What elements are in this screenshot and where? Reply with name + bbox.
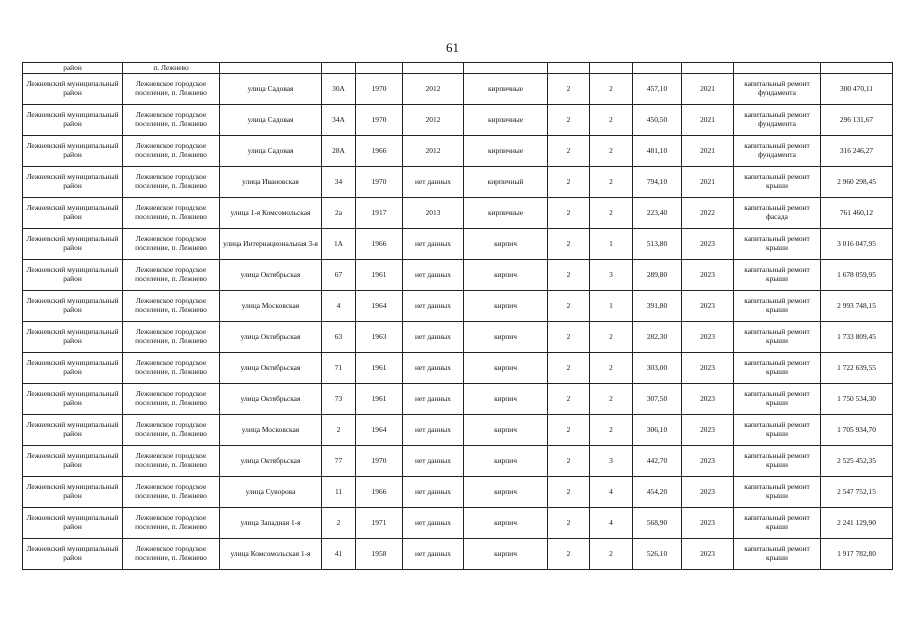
cell-cost: 1 678 059,95 [821,260,893,291]
cell-settlement: Лежневское городское поселение, п. Лежнево [123,260,220,291]
cell-settlement: Лежневское городское поселение, п. Лежнево [123,74,220,105]
cell-cost: 296 131,67 [821,105,893,136]
cell-house: 4 [322,291,356,322]
cell-plan-year: 2022 [682,198,734,229]
cell-entrances: 2 [590,74,633,105]
cell-settlement: Лежневское городское поселение, п. Лежнево [123,167,220,198]
table-row [23,353,893,384]
cell-cost: 2 525 452,35 [821,446,893,477]
table-row [23,291,893,322]
cell-last-repair: 2012 [403,136,464,167]
cell-plan-year: 2021 [682,105,734,136]
cell-entrances: 1 [590,229,633,260]
cell-wall-material: кирпич [464,446,548,477]
cell-work-type: капитальный ремонт крыши [734,446,821,477]
cell-area: 526,10 [633,539,682,570]
table-row [23,477,893,508]
cell-last-repair: 2013 [403,198,464,229]
cell-settlement: п. Лежнево [123,63,220,74]
cell-cost: 1 705 934,70 [821,415,893,446]
cell-year-built: 1958 [356,539,403,570]
cell-floors: 2 [548,477,590,508]
cell-house: 28А [322,136,356,167]
cell-entrances: 2 [590,353,633,384]
cell-work-type: капитальный ремонт фундамента [734,136,821,167]
cell-house: 63 [322,322,356,353]
cell-year-built: 1964 [356,291,403,322]
cell-work-type: капитальный ремонт крыши [734,477,821,508]
cell-empty [220,63,322,74]
cell-street: улица Московская [220,291,322,322]
table-row [23,105,893,136]
cell-area: 481,10 [633,136,682,167]
cell-wall-material: кирпич [464,508,548,539]
cell-district: Лежневский муниципальный район [23,167,123,198]
cell-wall-material: кирпич [464,260,548,291]
cell-street: улица Садовая [220,136,322,167]
cell-empty [464,63,548,74]
cell-house: 71 [322,353,356,384]
cell-year-built: 1971 [356,508,403,539]
cell-house: 2 [322,508,356,539]
cell-cost: 3 016 047,95 [821,229,893,260]
cell-settlement: Лежневское городское поселение, п. Лежнево [123,508,220,539]
cell-entrances: 2 [590,105,633,136]
table-row [23,508,893,539]
cell-plan-year: 2021 [682,167,734,198]
cell-area: 442,70 [633,446,682,477]
cell-plan-year: 2023 [682,291,734,322]
cell-street: улица Ивановская [220,167,322,198]
table-row [23,322,893,353]
cell-cost: 316 246,27 [821,136,893,167]
cell-plan-year: 2023 [682,353,734,384]
cell-street: улица Комсомольская 1-я [220,539,322,570]
cell-work-type: капитальный ремонт крыши [734,322,821,353]
cell-area: 282,30 [633,322,682,353]
cell-house: 2а [322,198,356,229]
cell-floors: 2 [548,322,590,353]
cell-plan-year: 2023 [682,446,734,477]
cell-settlement: Лежневское городское поселение, п. Лежнево [123,446,220,477]
cell-house: 11 [322,477,356,508]
cell-cost: 1 722 639,55 [821,353,893,384]
cell-wall-material: кирпич [464,291,548,322]
cell-district: Лежневский муниципальный район [23,229,123,260]
table-body [23,63,893,570]
cell-plan-year: 2023 [682,322,734,353]
cell-floors: 2 [548,508,590,539]
cell-wall-material: кирпичные [464,74,548,105]
cell-last-repair: нет данных [403,167,464,198]
cell-street: улица 1-я Комсомольская [220,198,322,229]
cell-cost: 761 460,12 [821,198,893,229]
cell-district: Лежневский муниципальный район [23,508,123,539]
cell-work-type: капитальный ремонт фундамента [734,74,821,105]
cell-street: улица Октябрьская [220,260,322,291]
cell-floors: 2 [548,291,590,322]
cell-plan-year: 2023 [682,415,734,446]
cell-floors: 2 [548,415,590,446]
cell-house: 34А [322,105,356,136]
cell-cost: 1 917 782,80 [821,539,893,570]
cell-plan-year: 2021 [682,74,734,105]
cell-last-repair: нет данных [403,415,464,446]
cell-cost: 1 750 534,30 [821,384,893,415]
cell-entrances: 2 [590,384,633,415]
cell-area: 568,90 [633,508,682,539]
cell-year-built: 1966 [356,136,403,167]
cell-year-built: 1961 [356,384,403,415]
cell-area: 450,50 [633,105,682,136]
cell-area: 307,50 [633,384,682,415]
cell-area: 391,80 [633,291,682,322]
cell-settlement: Лежневское городское поселение, п. Лежнево [123,539,220,570]
cell-last-repair: нет данных [403,291,464,322]
table-row [23,415,893,446]
cell-year-built: 1970 [356,74,403,105]
cell-work-type: капитальный ремонт крыши [734,539,821,570]
cell-last-repair: нет данных [403,508,464,539]
cell-wall-material: кирпич [464,353,548,384]
cell-settlement: Лежневское городское поселение, п. Лежнево [123,384,220,415]
cell-entrances: 2 [590,322,633,353]
cell-empty [548,63,590,74]
cell-district: Лежневский муниципальный район [23,291,123,322]
cell-plan-year: 2023 [682,384,734,415]
cell-year-built: 1963 [356,322,403,353]
cell-settlement: Лежневское городское поселение, п. Лежнево [123,291,220,322]
cell-settlement: Лежневское городское поселение, п. Лежнево [123,322,220,353]
cell-year-built: 1961 [356,260,403,291]
cell-work-type: капитальный ремонт крыши [734,229,821,260]
cell-last-repair: нет данных [403,477,464,508]
cell-empty [590,63,633,74]
cell-settlement: Лежневское городское поселение, п. Лежнево [123,136,220,167]
cell-district: Лежневский муниципальный район [23,446,123,477]
cell-entrances: 4 [590,508,633,539]
cell-house: 73 [322,384,356,415]
cell-entrances: 4 [590,477,633,508]
cell-empty [403,63,464,74]
cell-wall-material: кирпич [464,229,548,260]
cell-entrances: 3 [590,446,633,477]
cell-last-repair: нет данных [403,446,464,477]
cell-wall-material: кирпич [464,415,548,446]
cell-empty [734,63,821,74]
cell-district: Лежневский муниципальный район [23,384,123,415]
cell-street: улица Октябрьская [220,322,322,353]
cell-floors: 2 [548,198,590,229]
cell-plan-year: 2023 [682,539,734,570]
cell-wall-material: кирпич [464,539,548,570]
cell-year-built: 1964 [356,415,403,446]
cell-year-built: 1966 [356,477,403,508]
table-row [23,539,893,570]
cell-empty [682,63,734,74]
cell-area: 794,10 [633,167,682,198]
cell-house: 77 [322,446,356,477]
cell-wall-material: кирпич [464,477,548,508]
cell-area: 513,80 [633,229,682,260]
cell-floors: 2 [548,539,590,570]
cell-district: Лежневский муниципальный район [23,539,123,570]
table-row [23,167,893,198]
cell-plan-year: 2023 [682,508,734,539]
cell-floors: 2 [548,229,590,260]
cell-entrances: 2 [590,167,633,198]
cell-plan-year: 2021 [682,136,734,167]
cell-empty [633,63,682,74]
cell-floors: 2 [548,260,590,291]
cell-district: Лежневский муниципальный район [23,322,123,353]
cell-last-repair: нет данных [403,384,464,415]
cell-year-built: 1966 [356,229,403,260]
cell-district: Лежневский муниципальный район [23,415,123,446]
cell-cost: 300 470,11 [821,74,893,105]
cell-district: Лежневский муниципальный район [23,198,123,229]
table-row [23,229,893,260]
cell-house: 34 [322,167,356,198]
table-row [23,384,893,415]
cell-wall-material: кирпичный [464,167,548,198]
cell-settlement: Лежневское городское поселение, п. Лежнево [123,353,220,384]
cell-district: Лежневский муниципальный район [23,105,123,136]
cell-floors: 2 [548,105,590,136]
cell-street: улица Московская [220,415,322,446]
cell-plan-year: 2023 [682,477,734,508]
cell-wall-material: кирпич [464,384,548,415]
cell-last-repair: нет данных [403,539,464,570]
cell-entrances: 2 [590,539,633,570]
cell-house: 1А [322,229,356,260]
cell-street: улица Садовая [220,105,322,136]
cell-area: 454,20 [633,477,682,508]
cell-empty [356,63,403,74]
table-row [23,136,893,167]
cell-work-type: капитальный ремонт крыши [734,384,821,415]
cell-entrances: 2 [590,136,633,167]
housing-repair-table [22,62,893,570]
cell-house: 67 [322,260,356,291]
cell-cost: 2 547 752,15 [821,477,893,508]
cell-street: улица Западная 1-я [220,508,322,539]
cell-work-type: капитальный ремонт крыши [734,508,821,539]
cell-house: 41 [322,539,356,570]
table-row [23,74,893,105]
cell-work-type: капитальный ремонт крыши [734,353,821,384]
table-row [23,260,893,291]
cell-cost: 2 993 748,15 [821,291,893,322]
cell-last-repair: нет данных [403,322,464,353]
cell-wall-material: кирпичные [464,198,548,229]
cell-work-type: капитальный ремонт крыши [734,260,821,291]
cell-cost: 2 241 129,90 [821,508,893,539]
cell-cost: 2 960 298,45 [821,167,893,198]
cell-street: улица Октябрьская [220,384,322,415]
cell-settlement: Лежневское городское поселение, п. Лежнево [123,198,220,229]
table-row [23,198,893,229]
cell-cost: 1 733 809,45 [821,322,893,353]
cell-empty [322,63,356,74]
cell-entrances: 1 [590,291,633,322]
cell-plan-year: 2023 [682,260,734,291]
cell-wall-material: кирпич [464,322,548,353]
cell-work-type: капитальный ремонт крыши [734,291,821,322]
cell-street: улица Октябрьская [220,446,322,477]
cell-floors: 2 [548,446,590,477]
cell-area: 303,00 [633,353,682,384]
cell-floors: 2 [548,136,590,167]
cell-last-repair: 2012 [403,105,464,136]
cell-floors: 2 [548,353,590,384]
cell-work-type: капитальный ремонт фасада [734,198,821,229]
cell-district: Лежневский муниципальный район [23,477,123,508]
cell-district: Лежневский муниципальный район [23,260,123,291]
cell-floors: 2 [548,384,590,415]
cell-street: улица Садовая [220,74,322,105]
cell-street: улица Октябрьская [220,353,322,384]
cell-street: улица Суворова [220,477,322,508]
cell-last-repair: нет данных [403,353,464,384]
cell-area: 223,40 [633,198,682,229]
cell-house: 2 [322,415,356,446]
table-row-carryover [23,63,893,74]
cell-entrances: 2 [590,415,633,446]
cell-work-type: капитальный ремонт крыши [734,167,821,198]
cell-floors: 2 [548,167,590,198]
cell-year-built: 1970 [356,446,403,477]
cell-street: улица Интернациональная 3-я [220,229,322,260]
cell-district: Лежневский муниципальный район [23,136,123,167]
cell-year-built: 1917 [356,198,403,229]
cell-wall-material: кирпичные [464,105,548,136]
table-row [23,446,893,477]
cell-settlement: Лежневское городское поселение, п. Лежнево [123,229,220,260]
cell-entrances: 3 [590,260,633,291]
cell-work-type: капитальный ремонт фундамента [734,105,821,136]
cell-settlement: Лежневское городское поселение, п. Лежнево [123,477,220,508]
cell-district: Лежневский муниципальный район [23,74,123,105]
cell-district: Лежневский муниципальный район [23,353,123,384]
cell-year-built: 1961 [356,353,403,384]
cell-last-repair: нет данных [403,260,464,291]
cell-district: район [23,63,123,74]
cell-settlement: Лежневское городское поселение, п. Лежнево [123,105,220,136]
cell-plan-year: 2023 [682,229,734,260]
cell-area: 306,10 [633,415,682,446]
cell-empty [821,63,893,74]
cell-settlement: Лежневское городское поселение, п. Лежнево [123,415,220,446]
page-number: 61 [446,40,459,55]
cell-year-built: 1970 [356,167,403,198]
cell-floors: 2 [548,74,590,105]
cell-work-type: капитальный ремонт крыши [734,415,821,446]
cell-area: 457,10 [633,74,682,105]
cell-year-built: 1970 [356,105,403,136]
cell-last-repair: 2012 [403,74,464,105]
cell-entrances: 2 [590,198,633,229]
cell-area: 289,80 [633,260,682,291]
cell-last-repair: нет данных [403,229,464,260]
cell-house: 30А [322,74,356,105]
cell-wall-material: кирпичные [464,136,548,167]
